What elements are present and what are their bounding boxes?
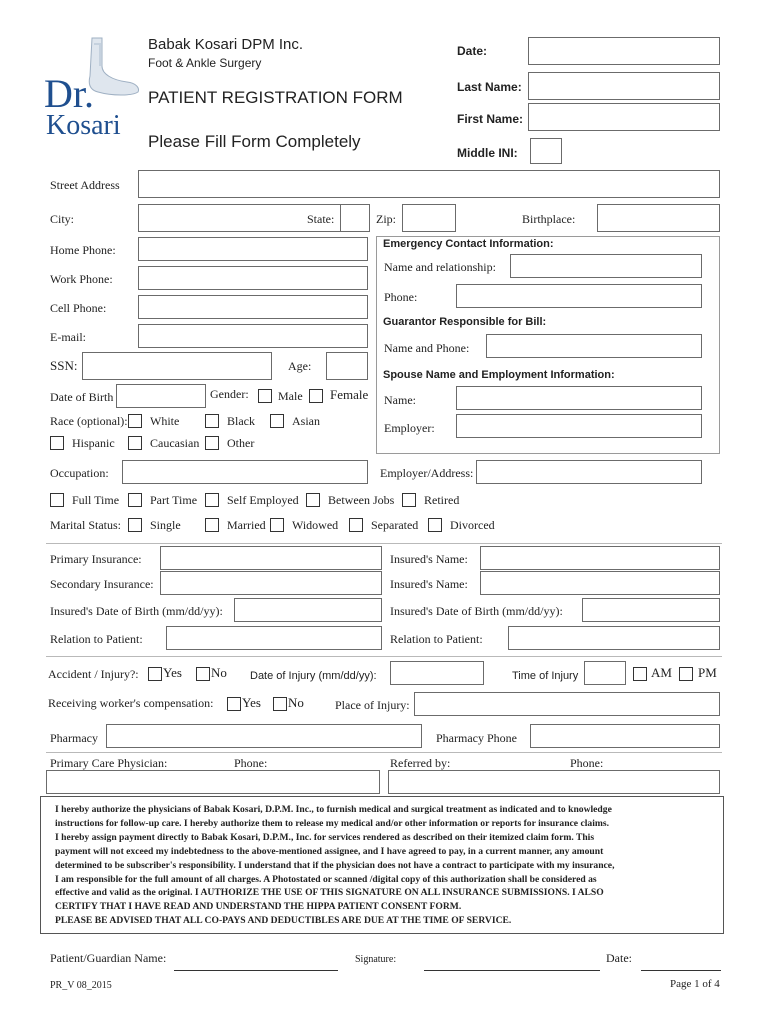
logo-dr: Dr. xyxy=(44,71,94,116)
form-title: PATIENT REGISTRATION FORM xyxy=(148,88,403,107)
emergency-phone-field[interactable] xyxy=(456,284,702,308)
city-label: City: xyxy=(50,212,75,226)
sign-date-label: Date: xyxy=(606,951,632,965)
am-label: AM xyxy=(651,665,672,680)
pm-label: PM xyxy=(698,665,717,680)
email-field[interactable] xyxy=(138,324,368,348)
primary-physician-label: Primary Care Physician: xyxy=(50,756,168,770)
patient-name-label: Patient/Guardian Name: xyxy=(50,951,167,965)
self-employed-label: Self Employed xyxy=(227,493,299,507)
place-of-injury-label: Place of Injury: xyxy=(335,698,410,712)
guarantor-heading: Guarantor Responsible for Bill: xyxy=(383,316,547,328)
authorization-line: I hereby authorize the physicians of Babak Kosari, D.P.M. Inc., to furnish medical and surgical treatment as indicated and to knowledge xyxy=(55,804,612,815)
hispanic-label: Hispanic xyxy=(72,436,115,450)
occupation-field[interactable] xyxy=(122,460,368,484)
insured-name-field-1[interactable] xyxy=(480,546,720,570)
divorced-checkbox[interactable] xyxy=(428,518,442,532)
accident-no-label: No xyxy=(211,665,227,680)
part-time-label: Part Time xyxy=(150,493,198,507)
marital-status-label: Marital Status: xyxy=(50,518,121,532)
divider xyxy=(46,656,722,657)
relation-field-2[interactable] xyxy=(508,626,720,650)
guarantor-field[interactable] xyxy=(486,334,702,358)
street-address-field[interactable] xyxy=(138,170,720,198)
zip-field[interactable] xyxy=(402,204,456,232)
date-of-injury-field[interactable] xyxy=(390,661,484,685)
race-label: Race (optional): xyxy=(50,414,128,428)
accident-no-checkbox[interactable] xyxy=(196,667,210,681)
white-checkbox[interactable] xyxy=(128,414,142,428)
primary-insurance-field[interactable] xyxy=(160,546,382,570)
married-label: Married xyxy=(227,518,266,532)
time-of-injury-label: Time of Injury xyxy=(512,670,579,682)
single-checkbox[interactable] xyxy=(128,518,142,532)
referrer-phone-label: Phone: xyxy=(570,756,604,770)
relation-field-1[interactable] xyxy=(166,626,382,650)
asian-label: Asian xyxy=(292,414,320,428)
specialty: Foot & Ankle Surgery xyxy=(148,56,262,70)
white-label: White xyxy=(150,414,180,428)
spouse-heading: Spouse Name and Employment Information: xyxy=(383,369,615,381)
date-of-injury-label: Date of Injury (mm/dd/yy): xyxy=(250,670,377,682)
secondary-insurance-label: Secondary Insurance: xyxy=(50,577,154,591)
pharmacy-field[interactable] xyxy=(106,724,422,748)
am-checkbox[interactable] xyxy=(633,667,647,681)
authorization-line: effective and valid as the original. I AUTHORIZE THE USE OF THIS SIGNATURE ON ALL INSURANCE SUBMISSIONS. I ALSO xyxy=(55,887,604,899)
authorization-line: PLEASE BE ADVISED THAT ALL CO-PAYS AND DEDUCTIBLES ARE DUE AT THE TIME OF SERVICE. xyxy=(55,915,512,927)
emergency-heading: Emergency Contact Information: xyxy=(383,238,554,250)
cell-phone-field[interactable] xyxy=(138,295,368,319)
spouse-name-label: Name: xyxy=(384,393,416,407)
physician-phone-label: Phone: xyxy=(234,756,268,770)
pharmacy-phone-label: Pharmacy Phone xyxy=(436,731,517,745)
pharmacy-phone-field[interactable] xyxy=(530,724,720,748)
logo-kosari: Kosari xyxy=(46,110,121,141)
primary-insurance-label: Primary Insurance: xyxy=(50,552,142,566)
male-checkbox[interactable] xyxy=(258,389,272,403)
fill-instruction: Please Fill Form Completely xyxy=(148,132,361,151)
authorization-line: payment will not exceed my indebtedness to the above-mentioned assignee, and I have agreed to pay, in a current manner, any amount xyxy=(55,845,604,857)
last-name-field[interactable] xyxy=(528,72,720,100)
part-time-checkbox[interactable] xyxy=(128,493,142,507)
secondary-insurance-field[interactable] xyxy=(160,571,382,595)
retired-checkbox[interactable] xyxy=(402,493,416,507)
insured-name-label-2: Insured's Name: xyxy=(390,577,468,591)
authorization-line: CERTIFY THAT I HAVE READ AND UNDERSTAND THE HIPPA PATIENT CONSENT FORM. xyxy=(55,901,462,913)
caucasian-label: Caucasian xyxy=(150,436,200,450)
work-phone-field[interactable] xyxy=(138,266,368,290)
separated-label: Separated xyxy=(371,518,419,532)
home-phone-label: Home Phone: xyxy=(50,243,116,257)
occupation-label: Occupation: xyxy=(50,466,109,480)
ssn-label: SSN: xyxy=(50,358,78,373)
full-time-checkbox[interactable] xyxy=(50,493,64,507)
hispanic-checkbox[interactable] xyxy=(50,436,64,450)
self-employed-checkbox[interactable] xyxy=(205,493,219,507)
accident-yes-checkbox[interactable] xyxy=(148,667,162,681)
time-of-injury-field[interactable] xyxy=(584,661,626,685)
female-label: Female xyxy=(330,387,369,402)
between-jobs-label: Between Jobs xyxy=(328,493,395,507)
age-label: Age: xyxy=(288,359,312,373)
caucasian-checkbox[interactable] xyxy=(128,436,142,450)
dob-label: Date of Birth xyxy=(50,390,114,404)
workers-comp-yes-checkbox[interactable] xyxy=(227,697,241,711)
authorization-line: instructions for follow-up care. I hereby authorize them to release my medical and/or other information or reports for insurance claims. xyxy=(55,817,609,829)
authorization-box xyxy=(40,796,724,934)
workers-comp-label: Receiving worker's compensation: xyxy=(48,696,214,710)
state-field[interactable] xyxy=(340,204,370,232)
separated-checkbox[interactable] xyxy=(349,518,363,532)
referred-by-label: Referred by: xyxy=(390,756,451,770)
insured-name-label-1: Insured's Name: xyxy=(390,552,468,566)
retired-label: Retired xyxy=(424,493,460,507)
guarantor-label: Name and Phone: xyxy=(384,341,470,355)
referred-by-field[interactable] xyxy=(388,770,720,794)
workers-comp-yes-label: Yes xyxy=(242,695,261,710)
workers-comp-no-checkbox[interactable] xyxy=(273,697,287,711)
signature-line[interactable] xyxy=(424,970,600,971)
spouse-employer-label: Employer: xyxy=(384,421,435,435)
gender-label: Gender: xyxy=(210,387,249,401)
married-checkbox[interactable] xyxy=(205,518,219,532)
page-number: Page 1 of 4 xyxy=(670,978,720,990)
workers-comp-no-label: No xyxy=(288,695,304,710)
accident-label: Accident / Injury?: xyxy=(48,667,139,681)
patient-name-line[interactable] xyxy=(174,970,338,971)
name-relationship-label: Name and relationship: xyxy=(384,260,496,274)
home-phone-field[interactable] xyxy=(138,237,368,261)
full-time-label: Full Time xyxy=(72,493,120,507)
employer-address-label: Employer/Address: xyxy=(380,466,474,480)
other-checkbox[interactable] xyxy=(205,436,219,450)
spouse-employer-field[interactable] xyxy=(456,414,702,438)
relation-label-2: Relation to Patient: xyxy=(390,632,483,646)
logo xyxy=(42,36,142,146)
authorization-line: I am responsible for the full amount of all charges. A Photostated or scanned /digital copy of this authorization shall be considered as xyxy=(55,873,597,885)
insured-dob-field-1[interactable] xyxy=(234,598,382,622)
widowed-label: Widowed xyxy=(292,518,339,532)
first-name-field[interactable] xyxy=(528,103,720,131)
cell-phone-label: Cell Phone: xyxy=(50,301,107,315)
employer-address-field[interactable] xyxy=(476,460,702,484)
between-jobs-checkbox[interactable] xyxy=(306,493,320,507)
insured-dob-label-1: Insured's Date of Birth (mm/dd/yy): xyxy=(50,604,223,618)
age-field[interactable] xyxy=(326,352,368,380)
authorization-line: determined to be subscriber's responsibility. I understand that if the physician does not have a contract to participate with my insurance, xyxy=(55,859,615,871)
middle-ini-label: Middle INI: xyxy=(457,146,518,160)
emergency-phone-label: Phone: xyxy=(384,290,418,304)
date-label: Date: xyxy=(457,44,488,58)
email-label: E-mail: xyxy=(50,330,86,344)
divider xyxy=(46,543,722,544)
signature-label: Signature: xyxy=(355,954,397,965)
divorced-label: Divorced xyxy=(450,518,495,532)
other-label: Other xyxy=(227,436,255,450)
pm-checkbox[interactable] xyxy=(679,667,693,681)
physician-field[interactable] xyxy=(46,770,380,794)
birthplace-field[interactable] xyxy=(597,204,720,232)
divider xyxy=(46,752,722,753)
widowed-checkbox[interactable] xyxy=(270,518,284,532)
black-label: Black xyxy=(227,414,255,428)
sign-date-line[interactable] xyxy=(641,970,721,971)
work-phone-label: Work Phone: xyxy=(50,272,113,286)
dob-field[interactable] xyxy=(116,384,206,408)
single-label: Single xyxy=(150,518,181,532)
spouse-name-field[interactable] xyxy=(456,386,702,410)
authorization-line: I hereby assign payment directly to Babak Kosari, D.P.M., Inc. for services rendered as described on their itemized claim form. This xyxy=(55,831,595,843)
asian-checkbox[interactable] xyxy=(270,414,284,428)
insured-name-field-2[interactable] xyxy=(480,571,720,595)
ssn-field[interactable] xyxy=(82,352,272,380)
first-name-label: First Name: xyxy=(457,112,524,126)
insured-dob-field-2[interactable] xyxy=(582,598,720,622)
female-checkbox[interactable] xyxy=(309,389,323,403)
accident-yes-label: Yes xyxy=(163,665,182,680)
insured-dob-label-2: Insured's Date of Birth (mm/dd/yy): xyxy=(390,604,563,618)
place-of-injury-field[interactable] xyxy=(414,692,720,716)
last-name-label: Last Name: xyxy=(457,80,522,94)
practice-name: Babak Kosari DPM Inc. xyxy=(148,36,304,53)
middle-ini-field[interactable] xyxy=(530,138,562,164)
birthplace-label: Birthplace: xyxy=(522,212,576,226)
zip-label: Zip: xyxy=(376,212,396,226)
relation-label-1: Relation to Patient: xyxy=(50,632,143,646)
black-checkbox[interactable] xyxy=(205,414,219,428)
name-relationship-field[interactable] xyxy=(510,254,702,278)
pharmacy-label: Pharmacy xyxy=(50,731,98,745)
date-field[interactable] xyxy=(528,37,720,65)
state-label: State: xyxy=(307,212,335,226)
street-address-label: Street Address xyxy=(50,178,120,192)
form-version: PR_V 08_2015 xyxy=(50,980,112,991)
male-label: Male xyxy=(278,389,303,403)
